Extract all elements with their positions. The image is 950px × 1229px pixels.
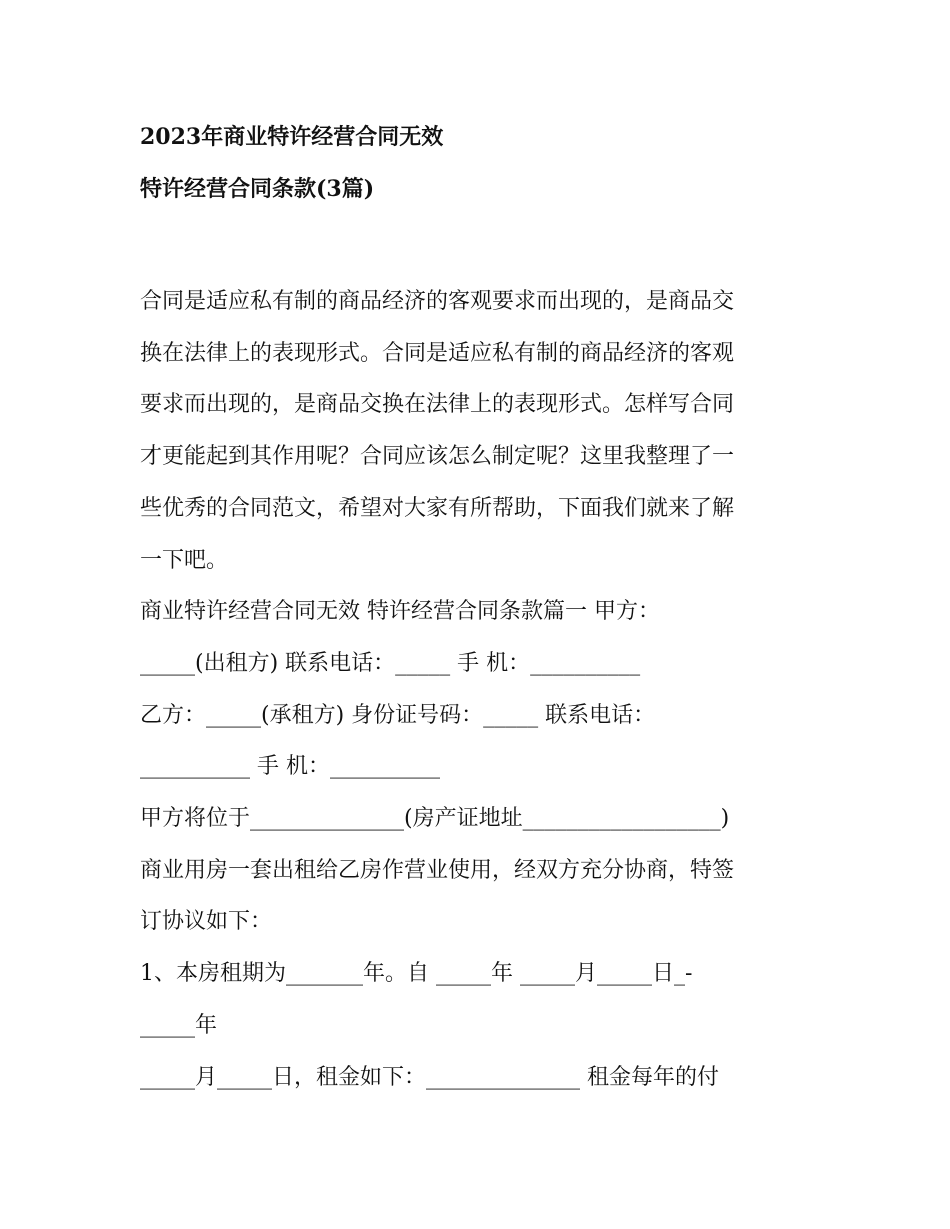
body-line: _____年	[140, 1012, 218, 1038]
body-line: _____月_____日，租金如下：______________ 租金每年的付	[140, 1064, 719, 1090]
body-line: 合同是适应私有制的商品经济的客观要求而出现的，是商品交	[140, 289, 735, 314]
body-line: 甲方将位于______________(房产证地址__________________)	[140, 806, 730, 832]
document-body	[140, 276, 820, 1103]
body-line: __________ 手 机：__________	[140, 754, 440, 780]
body-line: 商业用房一套出租给乙房作营业使用，经双方充分协商，特签	[140, 857, 735, 883]
body-line: _____(出租方) 联系电话：_____ 手 机：__________	[140, 650, 641, 676]
body-line: 乙方：_____(承租方) 身份证号码：_____ 联系电话：	[140, 702, 656, 728]
title-line-2: 特许经营合同条款(3篇)	[140, 175, 375, 202]
body-line: 订协议如下：	[140, 909, 273, 935]
title-line-1: 2023年商业特许经营合同无效	[140, 124, 444, 150]
body-line: 些优秀的合同范文，希望对大家有所帮助，下面我们就来了解	[140, 495, 735, 521]
document-title	[140, 112, 830, 215]
body-line: 换在法律上的表现形式。合同是适应私有制的商品经济的客观	[140, 340, 735, 366]
body-line: 一下吧。	[140, 547, 229, 573]
body-line: 要求而出现的，是商品交换在法律上的表现形式。怎样写合同	[140, 392, 735, 418]
body-line: 才更能起到其作用呢？合同应该怎么制定呢？这里我整理了一	[140, 444, 735, 470]
body-line: 商业特许经营合同无效 特许经营合同条款篇一 甲方：	[140, 599, 660, 625]
body-line: 1、本房租期为_______年。自 _____年 _____月_____日_-	[140, 961, 693, 987]
